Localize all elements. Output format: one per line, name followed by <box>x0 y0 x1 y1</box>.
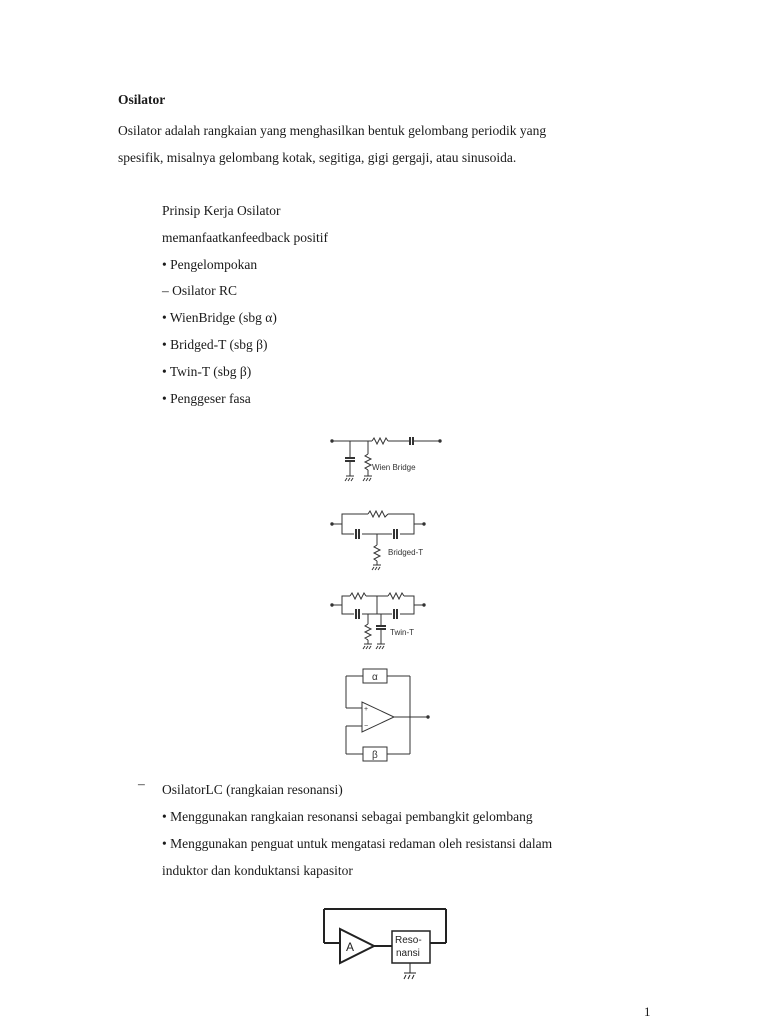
lc-dash: – <box>138 776 145 791</box>
twin-t-label: Twin-T <box>390 628 414 637</box>
lc-bullet-1: • Menggunakan rangkaian resonansi sebagai pembangkit gelombang <box>162 809 533 824</box>
intro-line-1: Osilator adalah rangkaian yang menghasilkan bentuk gelombang periodik yang <box>118 123 547 138</box>
lc-bullet-2-continued: induktor dan konduktansi kapasitor <box>162 863 353 878</box>
bridged-t-label: Bridged-T <box>388 548 424 557</box>
lc-bullet-2: • Menggunakan penguat untuk mengatasi redaman oleh resistansi dalam <box>162 836 553 851</box>
list-item: • Pengelompokan <box>162 256 258 272</box>
lc-heading: OsilatorLC (rangkaian resonansi) <box>162 782 343 797</box>
list-item: Prinsip Kerja Osilator <box>162 203 281 218</box>
list-item: – Osilator RC <box>162 283 238 299</box>
wien-bridge-label: Wien Bridge <box>372 463 416 472</box>
bridged-t-figure <box>330 505 440 575</box>
list-item: • Penggeser fasa <box>162 390 251 406</box>
minus-sign: − <box>364 723 369 730</box>
intro-paragraph <box>118 117 638 171</box>
beta-label: β <box>372 750 378 761</box>
lc-section <box>162 776 642 884</box>
page-title: Osilator <box>118 92 166 107</box>
wien-bridge-figure <box>330 432 450 484</box>
feedback-amplifier-figure <box>338 664 438 766</box>
list-item: • Bridged-T (sbg β) <box>162 336 268 352</box>
resonance-label-line-1: Reso- <box>395 935 422 946</box>
twin-t-figure <box>330 588 440 656</box>
amplifier-label: A <box>346 940 355 954</box>
alpha-label: α <box>372 672 378 683</box>
indented-list <box>162 198 328 412</box>
list-item: • WienBridge (sbg α) <box>162 310 277 326</box>
lc-oscillator-figure <box>320 905 452 985</box>
page-number: 1 <box>644 1004 651 1019</box>
list-item: memanfaatkanfeedback positif <box>162 229 329 245</box>
intro-line-2: spesifik, misalnya gelombang kotak, segitiga, gigi gergaji, atau sinusoida. <box>118 150 517 165</box>
resonance-label-line-2: nansi <box>396 948 420 959</box>
plus-sign: + <box>364 706 369 713</box>
list-item: • Twin-T (sbg β) <box>162 363 252 379</box>
